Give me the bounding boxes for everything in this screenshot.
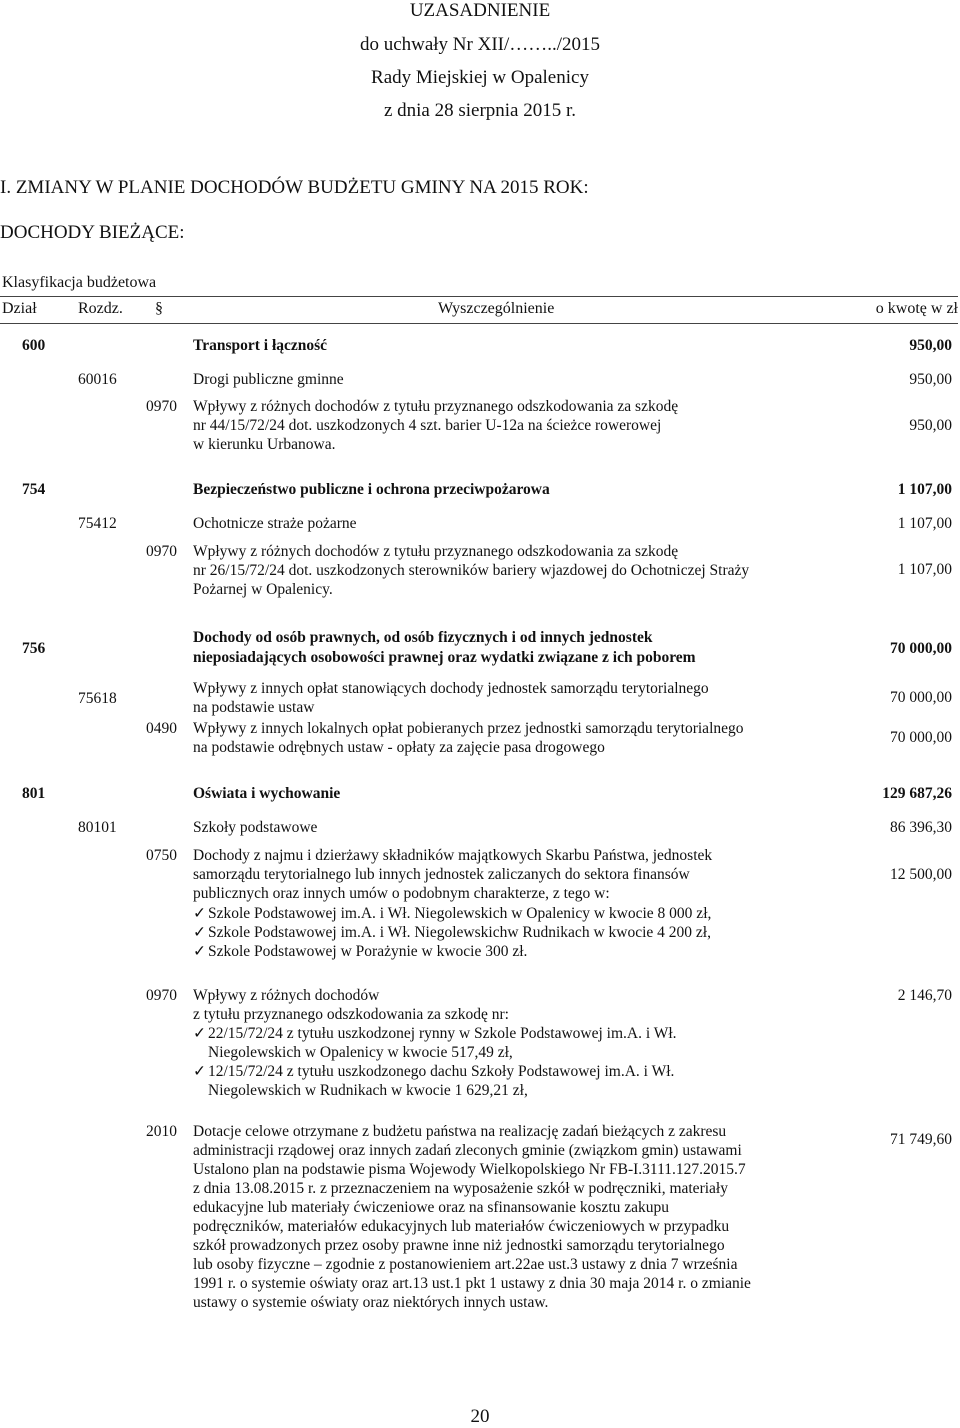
paragraph-code: 0970: [146, 398, 177, 415]
dzial-code: 600: [22, 337, 46, 354]
paragraph-text: szkół prowadzonych przez osoby prawne inne niż jednostki samorządu terytorialnego: [193, 1237, 725, 1254]
paragraph-text: nr 44/15/72/24 dot. uszkodzonych 4 szt. barier U-12a na ścieżce rowerowej: [193, 417, 662, 434]
section-title: I. ZMIANY W PLANIE DOCHODÓW BUDŻETU GMINY NA 2015 ROK:: [0, 177, 589, 198]
paragraph-text: z tytułu przyznanego odszkodowania za szkodę nr:: [193, 1006, 509, 1023]
paragraph-code: 0970: [146, 543, 177, 560]
header-council: Rady Miejskiej w Opalenicy: [371, 67, 589, 88]
paragraph-text: 1991 r. o systemie oświaty oraz art.13 ust.1 pkt 1 ustawy z dnia 30 maja 2014 r. o zmianie: [193, 1275, 751, 1292]
paragraph-amount: 71 749,60: [890, 1131, 952, 1148]
dzial-code: 801: [22, 785, 46, 802]
list-item-text: Szkole Podstawowej im.A. i Wł. Niegolewskich w Opalenicy w kwocie 8 000 zł,: [208, 905, 712, 922]
paragraph-code: 0970: [146, 987, 177, 1004]
list-item-text: 12/15/72/24 z tytułu uszkodzonego dachu Szkoły Podstawowej im.A. i Wł.: [208, 1063, 675, 1080]
dzial-name: Dochody od osób prawnych, od osób fizycznych i od innych jednostek: [193, 629, 653, 646]
check-icon: ✓: [193, 924, 206, 941]
paragraph-amount: 12 500,00: [890, 866, 952, 883]
paragraph-code: 0750: [146, 847, 177, 864]
rozdzial-amount: 1 107,00: [897, 515, 952, 532]
list-item: [193, 923, 711, 942]
dzial-amount: 129 687,26: [882, 785, 952, 802]
header-title: UZASADNIENIE: [409, 0, 551, 21]
dzial-code: 754: [22, 481, 46, 498]
list-item-text: Szkole Podstawowej w Porażynie w kwocie 300 zł.: [208, 943, 528, 960]
paragraph-text: administracji rządowej oraz innych zadań zleconych gminie (związkom gmin) ustawami: [193, 1142, 742, 1159]
list-item-text: Szkole Podstawowej im.A. i Wł. Niegolewskichw Rudnikach w kwocie 4 200 zł,: [208, 924, 711, 941]
rozdzial-amount: 950,00: [909, 371, 952, 388]
list-item-continuation: Niegolewskich w Rudnikach w kwocie 1 629,21 zł,: [208, 1082, 528, 1099]
paragraph-text: w kierunku Urbanowa.: [193, 436, 336, 453]
dzial-amount: 70 000,00: [890, 640, 952, 657]
list-item-continuation: Niegolewskich w Opalenicy w kwocie 517,49 zł,: [208, 1044, 513, 1061]
header-resolution: do uchwały Nr XII/……../2015: [359, 34, 601, 55]
paragraph-code: 2010: [146, 1123, 177, 1140]
paragraph-amount: 2 146,70: [897, 987, 952, 1004]
dzial-amount: 950,00: [909, 337, 952, 354]
subsection-title: DOCHODY BIEŻĄCE:: [0, 222, 185, 243]
paragraph-text: samorządu terytorialnego lub innych jednostek zaliczanych do sektora finansów: [193, 866, 690, 883]
classification-label: Klasyfikacja budżetowa: [2, 274, 157, 291]
dzial-name: Oświata i wychowanie: [193, 785, 341, 802]
check-icon: ✓: [193, 905, 206, 922]
dzial-name: Bezpieczeństwo publiczne i ochrona przeciwpożarowa: [193, 481, 550, 498]
paragraph-text: Wpływy z innych lokalnych opłat pobieranych przez jednostki samorządu terytorialnego: [193, 720, 744, 737]
dzial-name: nieposiadających osobowości prawnej oraz wydatki związane z ich poborem: [193, 649, 696, 666]
paragraph-text: Wpływy z różnych dochodów z tytułu przyznanego odszkodowania za szkodę: [193, 398, 679, 415]
rozdzial-amount: 86 396,30: [890, 819, 952, 836]
column-dzial: Dział: [2, 300, 37, 317]
list-item: [193, 904, 711, 923]
paragraph-code: 0490: [146, 720, 177, 737]
paragraph-text: publicznych oraz innych umów o podobnym charakterze, z tego w:: [193, 885, 610, 902]
column-description: Wyszczególnienie: [438, 300, 555, 317]
dzial-code: 756: [22, 640, 46, 657]
paragraph-text: na podstawie odrębnych ustaw - opłaty za zajęcie pasa drogowego: [193, 739, 605, 756]
paragraph-amount: 1 107,00: [897, 561, 952, 578]
paragraph-text: Wpływy z różnych dochodów z tytułu przyznanego odszkodowania za szkodę: [193, 543, 679, 560]
paragraph-amount: 70 000,00: [890, 729, 952, 746]
dzial-name: Transport i łączność: [193, 337, 328, 354]
paragraph-text: z dnia 13.08.2015 r. z przeznaczeniem na wyposażenie szkół w podręczniki, materiały: [193, 1180, 728, 1197]
paragraph-text: Dochody z najmu i dzierżawy składników majątkowych Skarbu Państwa, jednostek: [193, 847, 713, 864]
list-item: [193, 942, 527, 961]
list-item-text: 22/15/72/24 z tytułu uszkodzonej rynny w Szkole Podstawowej im.A. i Wł.: [208, 1025, 677, 1042]
dzial-amount: 1 107,00: [897, 481, 952, 498]
paragraph-amount: 950,00: [909, 417, 952, 434]
header-bottom-rule: [0, 323, 958, 324]
paragraph-text: Ustalono plan na podstawie pisma Wojewody Wielkopolskiego Nr FB-I.3111.127.2015.7: [193, 1161, 746, 1178]
paragraph-text: edukacyjne lub materiały ćwiczeniowe oraz na sfinansowanie kosztu zakupu: [193, 1199, 670, 1216]
column-amount: o kwotę w zł: [875, 300, 958, 317]
page-number: 20: [470, 1406, 490, 1427]
rozdzial-code: 75618: [78, 690, 117, 707]
paragraph-text: Dotacje celowe otrzymane z budżetu państwa na realizację zadań bieżących z zakresu: [193, 1123, 727, 1140]
rozdzial-name: Drogi publiczne gminne: [193, 371, 344, 388]
header-date: z dnia 28 sierpnia 2015 r.: [383, 100, 577, 121]
rozdzial-code: 60016: [78, 371, 117, 388]
rozdzial-code: 80101: [78, 819, 117, 836]
column-paragraph: §: [155, 300, 163, 317]
paragraph-text: podręczników, materiałów edukacyjnych lub materiałów ćwiczeniowych w przypadku: [193, 1218, 730, 1235]
paragraph-text: Wpływy z różnych dochodów: [193, 987, 380, 1004]
paragraph-text: nr 26/15/72/24 dot. uszkodzonych sterowników bariery wjazdowej do Ochotniczej Straży: [193, 562, 750, 579]
list-item: [193, 1024, 677, 1043]
rozdzial-name: Wpływy z innych opłat stanowiących dochody jednostek samorządu terytorialnego: [193, 680, 709, 697]
list-item: [193, 1062, 674, 1081]
rozdzial-code: 75412: [78, 515, 117, 532]
check-icon: ✓: [193, 1063, 206, 1080]
check-icon: ✓: [193, 1025, 206, 1042]
rozdzial-name: Ochotnicze straże pożarne: [193, 515, 357, 532]
rozdzial-name: Szkoły podstawowe: [193, 819, 318, 836]
header-top-rule: [0, 296, 958, 297]
paragraph-text: Pożarnej w Opalenicy.: [193, 581, 333, 598]
rozdzial-name: na podstawie ustaw: [193, 699, 315, 716]
paragraph-text: lub osoby fizyczne – zgodnie z postanowieniem art.22ae ust.3 ustawy z dnia 7 września: [193, 1256, 738, 1273]
paragraph-text: ustawy o systemie oświaty oraz niektórych innych ustaw.: [193, 1294, 549, 1311]
column-rozdzial: Rozdz.: [78, 300, 123, 317]
check-icon: ✓: [193, 943, 206, 960]
rozdzial-amount: 70 000,00: [890, 689, 952, 706]
